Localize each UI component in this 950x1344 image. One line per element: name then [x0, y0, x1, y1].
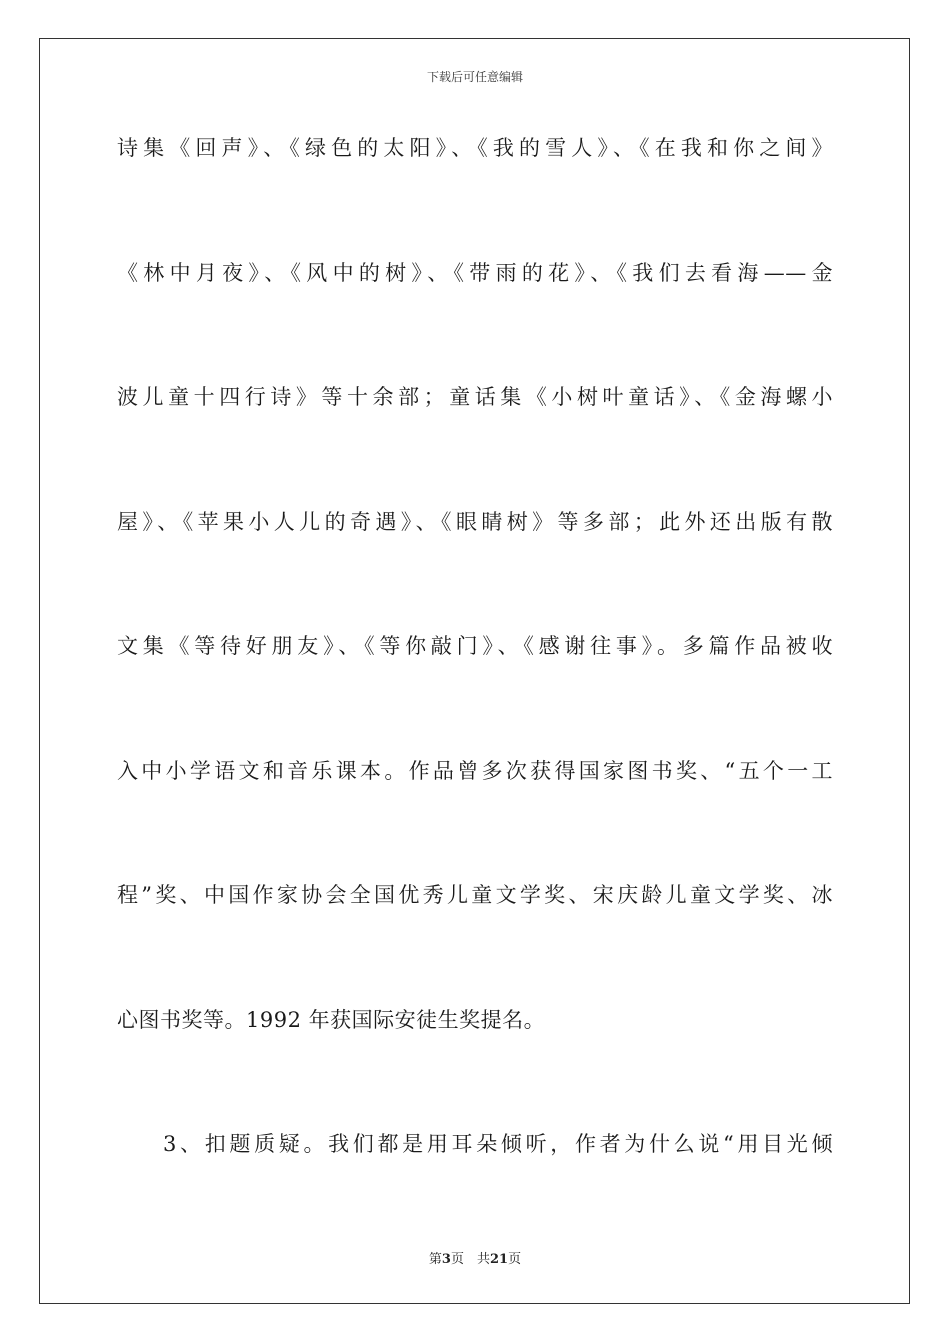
page-label-prefix: 第: [428, 1252, 442, 1267]
paragraph-start-line: 3、扣题质疑。我们都是用耳朵倾听，作者为什么说“用目光倾: [163, 1132, 833, 1156]
page-header: 下载后可任意编辑: [426, 70, 523, 84]
text-line: 屋》、《苹果小人儿的奇遇》、《眼睛树》等多部；此外还出版有散: [117, 509, 833, 534]
text-line: 入中小学语文和音乐课本。作品曾多次获得国家图书奖、“五个一工: [117, 758, 833, 783]
current-page-number: 3: [441, 1252, 451, 1267]
page-label-suffix: 页: [508, 1252, 522, 1267]
text-line: 《林中月夜》、《风中的树》、《带雨的花》、《我们去看海——金: [117, 260, 833, 285]
total-page-count: 21: [489, 1252, 509, 1267]
document-body: [117, 128, 833, 1249]
page-footer: [0, 1248, 950, 1267]
text-line: 程”奖、中国作家协会全国优秀儿童文学奖、宋庆龄儿童文学奖、冰: [117, 883, 833, 907]
text-line: 诗集《回声》、《绿色的太阳》、《我的雪人》、《在我和你之间》: [117, 136, 833, 160]
text-line: 心图书奖等。1992 年获国际安徒生奖提名。: [117, 1007, 546, 1032]
page-label-middle: 页 共: [450, 1252, 490, 1267]
text-line: 文集《等待好朋友》、《等你敲门》、《感谢往事》。多篇作品被收: [117, 634, 833, 658]
text-line: 波儿童十四行诗》等十余部；童话集《小树叶童话》、《金海螺小: [117, 385, 833, 409]
